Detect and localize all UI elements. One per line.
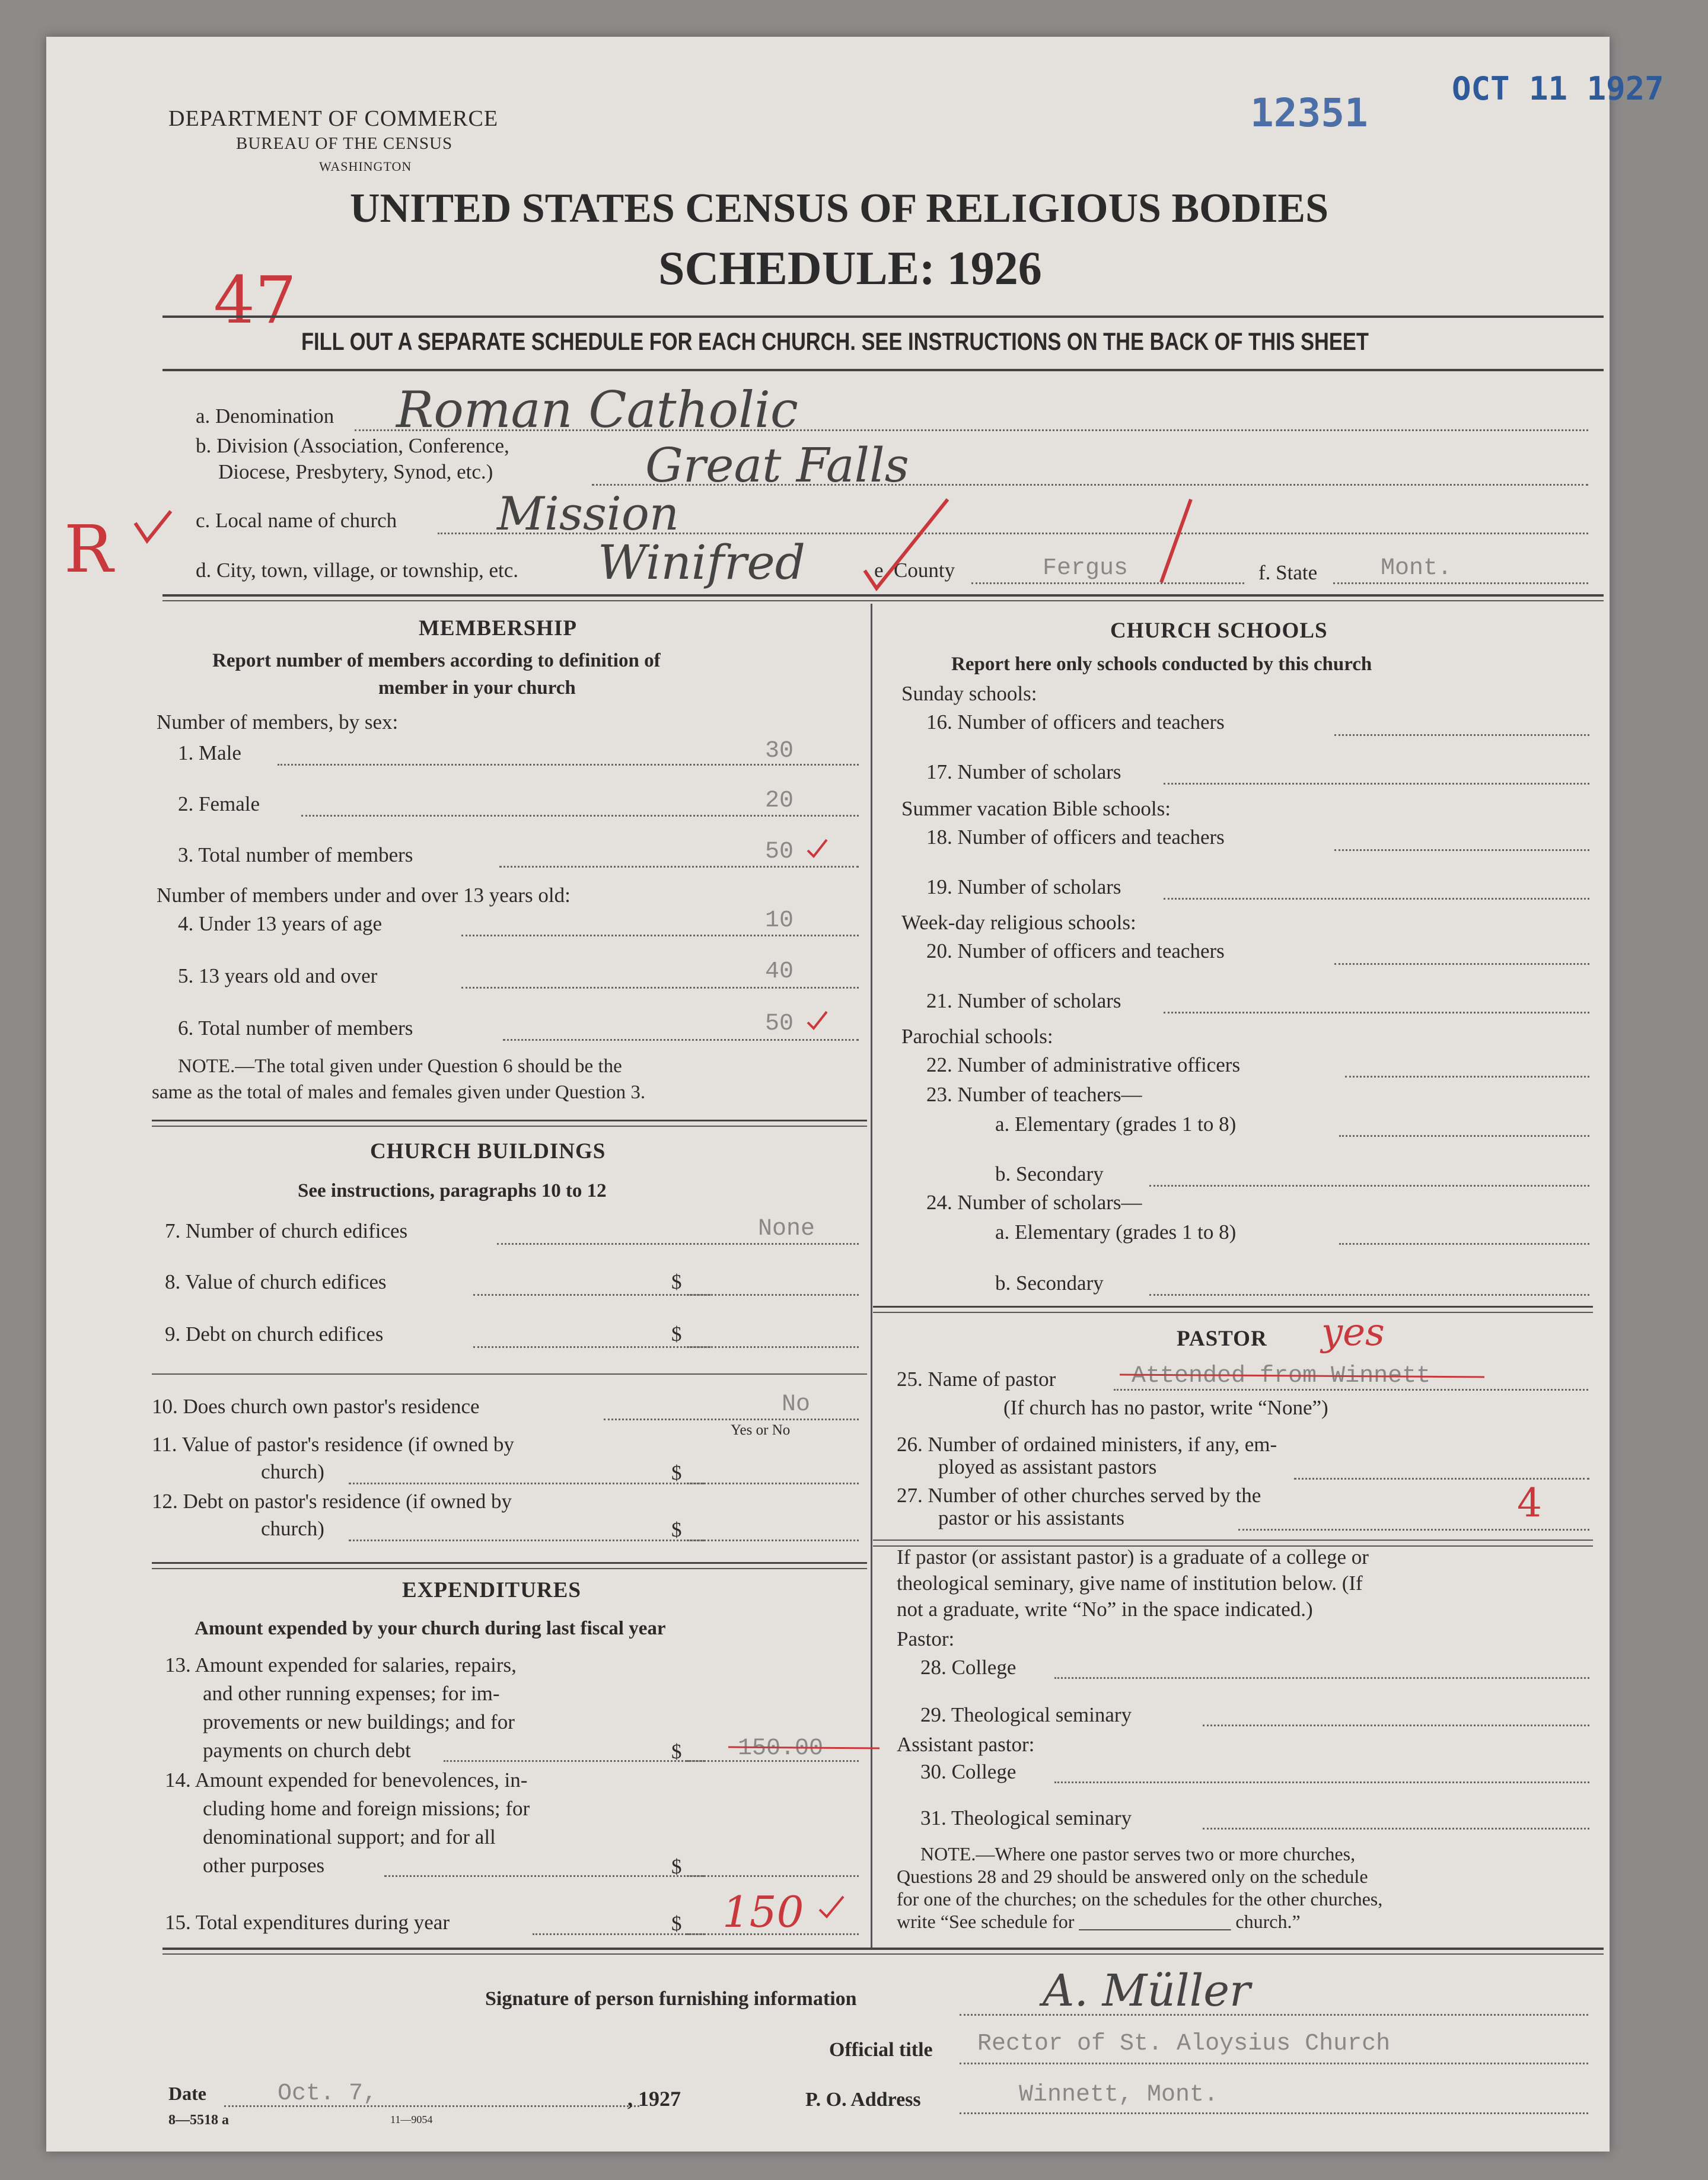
q14-line-2: cluding home and foreign missions; for [203, 1797, 530, 1820]
q15-check [817, 1893, 847, 1923]
members-by-age-label: Number of members under and over 13 years old: [157, 884, 571, 907]
parochial-schools-label: Parochial schools: [901, 1025, 1053, 1048]
q14-line-3: denominational support; and for all [203, 1825, 496, 1848]
q6-check [805, 1009, 829, 1033]
form-title: UNITED STATES CENSUS OF RELIGIOUS BODIES [350, 186, 1329, 231]
q13-line-1: 13. Amount expended for salaries, repairs, [165, 1653, 517, 1677]
q26-line-2: ployed as assistant pastors [938, 1455, 1157, 1478]
q12-label-1: 12. Debt on pastor's residence (if owned by [152, 1490, 512, 1513]
q21-label: 21. Number of scholars [926, 989, 1121, 1012]
pastor-yes-annotation: yes [1321, 1311, 1385, 1354]
q25-value: Attended from Winnett [1132, 1363, 1431, 1389]
signature-label: Signature of person furnishing information [485, 1988, 857, 2010]
instruction-banner: FILL OUT A SEPARATE SCHEDULE FOR EACH CHURCH. SEE INSTRUCTIONS ON THE BACK OF THIS SHEET [301, 327, 1369, 355]
q24a-label: a. Elementary (grades 1 to 8) [995, 1220, 1237, 1244]
denomination-value: Roman Catholic [396, 381, 798, 439]
q12-dollar: $ [671, 1518, 682, 1541]
buildings-heading: CHURCH BUILDINGS [370, 1139, 606, 1164]
membership-note-1: NOTE.—The total given under Question 6 should be the [178, 1056, 622, 1077]
q15-dollar: $ [671, 1912, 682, 1935]
q13-line-3: provements or new buildings; and for [203, 1710, 515, 1733]
q10-label: 10. Does church own pastor's residence [152, 1395, 480, 1418]
q18-label: 18. Number of officers and teachers [926, 826, 1225, 849]
state-label: f. State [1258, 561, 1318, 584]
q9-label: 9. Debt on church edifices [165, 1322, 384, 1346]
po-address-label: P. O. Address [805, 2089, 921, 2111]
city-name: WASHINGTON [319, 159, 412, 174]
expenditures-sub: Amount expended by your church during last fiscal year [195, 1618, 666, 1639]
q13-line-2: and other running expenses; for im- [203, 1682, 500, 1705]
bureau-name: BUREAU OF THE CENSUS [236, 134, 453, 153]
q11-label-1: 11. Value of pastor's residence (if owned by [152, 1433, 514, 1456]
q4-value: 10 [765, 907, 794, 934]
q27-line-1: 27. Number of other churches served by the [897, 1484, 1261, 1507]
q10-value: No [782, 1391, 811, 1418]
schools-sub: Report here only schools conducted by this church [951, 654, 1372, 675]
q20-label: 20. Number of officers and teachers [926, 939, 1225, 962]
q15-label: 15. Total expenditures during year [165, 1911, 450, 1934]
official-title-value: Rector of St. Aloysius Church [977, 2031, 1391, 2057]
q3-label: 3. Total number of members [178, 843, 413, 866]
q23-label: 23. Number of teachers— [926, 1083, 1142, 1106]
q25-strike [1120, 1371, 1487, 1383]
q9-dollar: $ [671, 1322, 682, 1346]
graduate-note-3: not a graduate, write “No” in the space indicated.) [897, 1598, 1313, 1621]
date-value: Oct. 7, [278, 2080, 378, 2107]
signature-value: A. Müller [1043, 1965, 1251, 2016]
city-value: Winifred [598, 535, 805, 590]
q6-value: 50 [765, 1011, 794, 1037]
q25-hint: (If church has no pastor, write “None”) [1003, 1396, 1328, 1419]
division-label-2: Diocese, Presbytery, Synod, etc.) [218, 460, 493, 483]
q13-value: 150.00 [738, 1735, 824, 1762]
pastor-note-3: for one of the churches; on the schedules for the other churches, [897, 1888, 1383, 1910]
date-label: Date [168, 2083, 206, 2104]
q12-label-2: church) [261, 1517, 324, 1540]
q27-value: 4 [1517, 1480, 1542, 1526]
yes-or-no-hint: Yes or No [731, 1422, 791, 1438]
weekday-schools-label: Week-day religious schools: [901, 911, 1136, 934]
q28-label: 28. College [920, 1656, 1016, 1679]
division-label-1: b. Division (Association, Conference, [196, 434, 509, 457]
pastor-note-4: write “See schedule for ________________ church.” [897, 1911, 1301, 1932]
print-code: 11—9054 [390, 2114, 433, 2125]
q17-label: 17. Number of scholars [926, 760, 1121, 783]
q22-label: 22. Number of administrative officers [926, 1053, 1241, 1076]
form-code: 8—5518 a [168, 2112, 229, 2128]
department-name: DEPARTMENT OF COMMERCE [168, 106, 499, 131]
schedule-title: SCHEDULE: 1926 [658, 243, 1042, 295]
membership-heading: MEMBERSHIP [419, 616, 577, 640]
q3-check [805, 837, 829, 861]
q14-line-4: other purposes [203, 1854, 325, 1877]
q14-line-1: 14. Amount expended for benevolences, in- [165, 1768, 528, 1792]
q26-line-1: 26. Number of ordained ministers, if any, em- [897, 1433, 1277, 1456]
q31-label: 31. Theological seminary [920, 1806, 1132, 1830]
stamp-number: 12351 [1250, 90, 1368, 136]
membership-intro-1: Report number of members according to definition of [212, 650, 661, 671]
q14-dollar: $ [671, 1855, 682, 1878]
red-check-marks [46, 37, 1610, 630]
q6-label: 6. Total number of members [178, 1016, 413, 1040]
q4-label: 4. Under 13 years of age [178, 912, 383, 935]
q15-value: 150 [722, 1887, 804, 1937]
denomination-label: a. Denomination [196, 404, 334, 428]
q30-label: 30. College [920, 1760, 1016, 1783]
red-number: 47 [214, 262, 297, 338]
sunday-schools-label: Sunday schools: [901, 682, 1037, 705]
state-value: Mont. [1381, 555, 1452, 582]
q1-label: 1. Male [178, 741, 241, 764]
q24-label: 24. Number of scholars— [926, 1191, 1142, 1214]
q25-label: 25. Name of pastor [897, 1368, 1056, 1391]
city-label: d. City, town, village, or township, etc. [196, 559, 519, 582]
graduate-note-2: theological seminary, give name of institution below. (If [897, 1572, 1363, 1595]
county-value: Fergus [1043, 555, 1129, 582]
q2-value: 20 [765, 788, 794, 814]
q19-label: 19. Number of scholars [926, 875, 1121, 898]
q2-label: 2. Female [178, 792, 260, 815]
q8-label: 8. Value of church edifices [165, 1270, 387, 1293]
members-by-sex-label: Number of members, by sex: [157, 710, 399, 734]
red-r-mark: R [64, 511, 113, 587]
q7-value: None [758, 1216, 815, 1242]
census-schedule-form [46, 37, 1664, 2152]
received-date-stamp: OCT 11 1927 [1452, 70, 1664, 107]
q24b-label: b. Secondary [995, 1271, 1104, 1295]
q5-label: 5. 13 years old and over [178, 964, 378, 987]
q3-value: 50 [765, 839, 794, 865]
po-address-value: Winnett, Mont. [1019, 2082, 1219, 2108]
official-title-label: Official title [829, 2039, 933, 2061]
assistant-pastor-label: Assistant pastor: [897, 1733, 1035, 1756]
membership-note-2: same as the total of males and females given under Question 3. [152, 1082, 646, 1103]
pastor-heading: PASTOR [1177, 1327, 1267, 1351]
q5-value: 40 [765, 958, 794, 985]
q23b-label: b. Secondary [995, 1162, 1104, 1185]
graduate-note-1: If pastor (or assistant pastor) is a graduate of a college or [897, 1545, 1369, 1569]
q27-line-2: pastor or his assistants [938, 1506, 1125, 1529]
q7-label: 7. Number of church edifices [165, 1219, 408, 1242]
local-name-label: c. Local name of church [196, 509, 397, 532]
q23a-label: a. Elementary (grades 1 to 8) [995, 1113, 1237, 1136]
pastor-note-1: NOTE.—Where one pastor serves two or more churches, [920, 1843, 1356, 1865]
q29-label: 29. Theological seminary [920, 1703, 1132, 1726]
q13-strike [728, 1742, 882, 1754]
division-value: Great Falls [645, 438, 909, 493]
buildings-sub: See instructions, paragraphs 10 to 12 [298, 1180, 607, 1201]
q1-value: 30 [765, 738, 794, 764]
local-name-value: Mission [497, 487, 680, 541]
county-label: e. County [874, 559, 955, 582]
q11-dollar: $ [671, 1461, 682, 1484]
q16-label: 16. Number of officers and teachers [926, 710, 1225, 734]
q13-dollar: $ [671, 1740, 682, 1763]
schools-heading: CHURCH SCHOOLS [1110, 619, 1328, 643]
membership-intro-2: member in your church [378, 677, 576, 699]
expenditures-heading: EXPENDITURES [402, 1578, 581, 1602]
q11-label-2: church) [261, 1460, 324, 1483]
pastor-sub-label: Pastor: [897, 1627, 955, 1650]
q8-dollar: $ [671, 1270, 682, 1293]
summer-schools-label: Summer vacation Bible schools: [901, 797, 1171, 820]
date-year: , 1927 [627, 2087, 681, 2111]
q13-line-4: payments on church debt [203, 1739, 411, 1762]
pastor-note-2: Questions 28 and 29 should be answered only on the schedule [897, 1866, 1368, 1887]
